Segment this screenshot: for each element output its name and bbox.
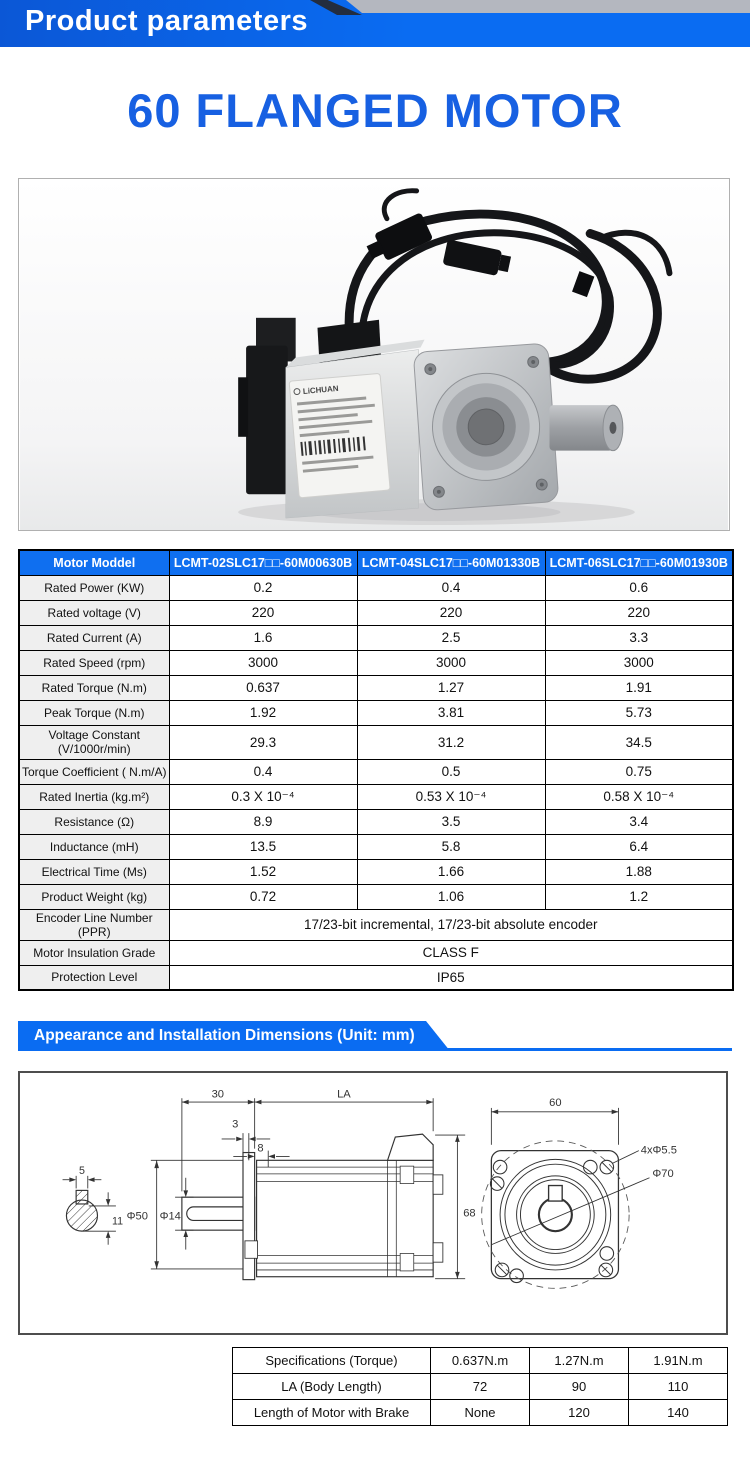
- dim-value: 1.27N.m: [530, 1348, 629, 1374]
- table-header-row: [19, 550, 733, 575]
- table-row: [233, 1374, 728, 1400]
- spec-span-value: IP65: [169, 965, 733, 990]
- spec-value: 3000: [169, 650, 357, 675]
- spec-span-value: CLASS F: [169, 940, 733, 965]
- dim-label-phi14: Φ14: [159, 1210, 181, 1223]
- spec-value: 3000: [357, 650, 545, 675]
- table-row: [19, 965, 733, 990]
- spec-row-label: Electrical Time (Ms): [19, 859, 169, 884]
- spec-value: 1.2: [545, 884, 733, 909]
- spec-row-label: Rated Speed (rpm): [19, 650, 169, 675]
- table-row: [19, 859, 733, 884]
- spec-row-label: Protection Level: [19, 965, 169, 990]
- spec-value: 1.6: [169, 625, 357, 650]
- motor-photo-illustration: [19, 179, 729, 530]
- table-row: [19, 834, 733, 859]
- spec-value: 8.9: [169, 809, 357, 834]
- shaft-cross-section: [66, 1190, 97, 1231]
- table-row: [233, 1348, 728, 1374]
- dim-label-phi70: Φ70: [652, 1167, 674, 1180]
- spec-value: 0.72: [169, 884, 357, 909]
- spec-value: 13.5: [169, 834, 357, 859]
- dim-label-11: 11: [112, 1215, 124, 1228]
- motor-side-view: [182, 1134, 443, 1280]
- dim-value: 140: [629, 1400, 728, 1426]
- dim-label-la: LA: [337, 1088, 351, 1101]
- spec-row-label: Rated Torque (N.m): [19, 675, 169, 700]
- motor-shaft: [550, 405, 623, 451]
- dim-value: 72: [431, 1374, 530, 1400]
- header-model-2: LCMT-04SLC17□□-60M01330B: [357, 550, 545, 575]
- spec-value: 29.3: [169, 725, 357, 759]
- top-banner: [0, 0, 750, 47]
- spec-row-label: Torque Coefficient ( N.m/A): [19, 759, 169, 784]
- dim-value: 110: [629, 1374, 728, 1400]
- side-bracket: [246, 346, 288, 495]
- dim-label-60: 60: [549, 1096, 562, 1109]
- spec-value: 1.06: [357, 884, 545, 909]
- table-row: [233, 1400, 728, 1426]
- dim-label-phi50: Φ50: [126, 1210, 148, 1223]
- spec-value: 3.81: [357, 700, 545, 725]
- dimension-drawing-svg: [20, 1073, 726, 1333]
- spec-value: 1.52: [169, 859, 357, 884]
- header-model-1: LCMT-02SLC17□□-60M00630B: [169, 550, 357, 575]
- dim-value: None: [431, 1400, 530, 1426]
- spec-value: 3.4: [545, 809, 733, 834]
- dim-label-30: 30: [211, 1088, 224, 1101]
- spec-value: 2.5: [357, 625, 545, 650]
- dim-row-label: LA (Body Length): [233, 1374, 431, 1400]
- spec-value: 0.2: [169, 575, 357, 600]
- spec-value: 0.4: [169, 759, 357, 784]
- table-row: [19, 909, 733, 940]
- dim-label-68: 68: [463, 1207, 476, 1220]
- spec-value: 31.2: [357, 725, 545, 759]
- spec-row-label: Rated voltage (V): [19, 600, 169, 625]
- motor-nameplate: [289, 373, 390, 498]
- table-row: [19, 650, 733, 675]
- dim-value: 1.91N.m: [629, 1348, 728, 1374]
- table-row: [19, 884, 733, 909]
- spec-value: 220: [169, 600, 357, 625]
- header-motor-model: Motor Moddel: [19, 550, 169, 575]
- spec-span-value: 17/23-bit incremental, 17/23-bit absolute encoder: [169, 909, 733, 940]
- spec-value: 220: [357, 600, 545, 625]
- section-banner: [18, 1021, 732, 1051]
- spec-value: 6.4: [545, 834, 733, 859]
- banner-title: Product parameters: [25, 5, 308, 37]
- dimension-drawing: [18, 1071, 728, 1335]
- spec-row-label: Peak Torque (N.m): [19, 700, 169, 725]
- banner-gray-ribbon: [336, 0, 750, 13]
- spec-value: 1.92: [169, 700, 357, 725]
- dim-value: 120: [530, 1400, 629, 1426]
- table-row: [19, 600, 733, 625]
- spec-value: 5.73: [545, 700, 733, 725]
- spec-value: 220: [545, 600, 733, 625]
- spec-row-label: Resistance (Ω): [19, 809, 169, 834]
- section-title: Appearance and Installation Dimensions (Unit: mm): [34, 1027, 415, 1044]
- page-title: 60 FLANGED MOTOR: [127, 84, 623, 137]
- table-row: [19, 575, 733, 600]
- spec-row-label: Rated Power (KW): [19, 575, 169, 600]
- spec-value: 0.75: [545, 759, 733, 784]
- spec-value: 0.53 X 10⁻⁴: [357, 784, 545, 809]
- spec-row-label: Motor Insulation Grade: [19, 940, 169, 965]
- spec-row-label: Voltage Constant (V/1000r/min): [19, 725, 169, 759]
- table-row: [19, 725, 733, 759]
- dim-label-8: 8: [257, 1142, 264, 1155]
- spec-row-label: Rated Inertia (kg.m²): [19, 784, 169, 809]
- table-row: [19, 700, 733, 725]
- spec-value: 5.8: [357, 834, 545, 859]
- spec-value: 1.66: [357, 859, 545, 884]
- spec-value: 0.3 X 10⁻⁴: [169, 784, 357, 809]
- dim-label-3: 3: [232, 1118, 239, 1131]
- spec-value: 1.88: [545, 859, 733, 884]
- table-row: [19, 784, 733, 809]
- spec-table: [18, 549, 734, 991]
- spec-value: 3.5: [357, 809, 545, 834]
- dim-row-label: Specifications (Torque): [233, 1348, 431, 1374]
- spec-row-label: Encoder Line Number (PPR): [19, 909, 169, 940]
- spec-value: 0.58 X 10⁻⁴: [545, 784, 733, 809]
- table-row: [19, 675, 733, 700]
- spec-row-label: Inductance (mH): [19, 834, 169, 859]
- dim-label-5: 5: [78, 1164, 85, 1177]
- dim-value: 90: [530, 1374, 629, 1400]
- spec-value: 0.6: [545, 575, 733, 600]
- spec-value: 3000: [545, 650, 733, 675]
- header-model-3: LCMT-06SLC17□□-60M01930B: [545, 550, 733, 575]
- spec-value: 1.27: [357, 675, 545, 700]
- table-row: [19, 940, 733, 965]
- side-bracket-rail: [238, 377, 248, 436]
- spec-row-label: Product Weight (kg): [19, 884, 169, 909]
- table-row: [19, 625, 733, 650]
- dim-value: 0.637N.m: [431, 1348, 530, 1374]
- product-photo: [18, 178, 730, 531]
- table-row: [19, 809, 733, 834]
- motor-front-view: [482, 1141, 629, 1288]
- table-row: [19, 759, 733, 784]
- nameplate-brand: LiCHUAN: [302, 383, 339, 397]
- spec-value: 0.637: [169, 675, 357, 700]
- spec-value: 34.5: [545, 725, 733, 759]
- dim-row-label: Length of Motor with Brake: [233, 1400, 431, 1426]
- motor-front-face: [413, 343, 559, 511]
- spec-value: 1.91: [545, 675, 733, 700]
- dimension-table: [232, 1347, 728, 1426]
- spec-value: 0.5: [357, 759, 545, 784]
- spec-row-label: Rated Current (A): [19, 625, 169, 650]
- dim-label-holes: 4xΦ5.5: [640, 1144, 677, 1157]
- spec-value: 3.3: [545, 625, 733, 650]
- spec-value: 0.4: [357, 575, 545, 600]
